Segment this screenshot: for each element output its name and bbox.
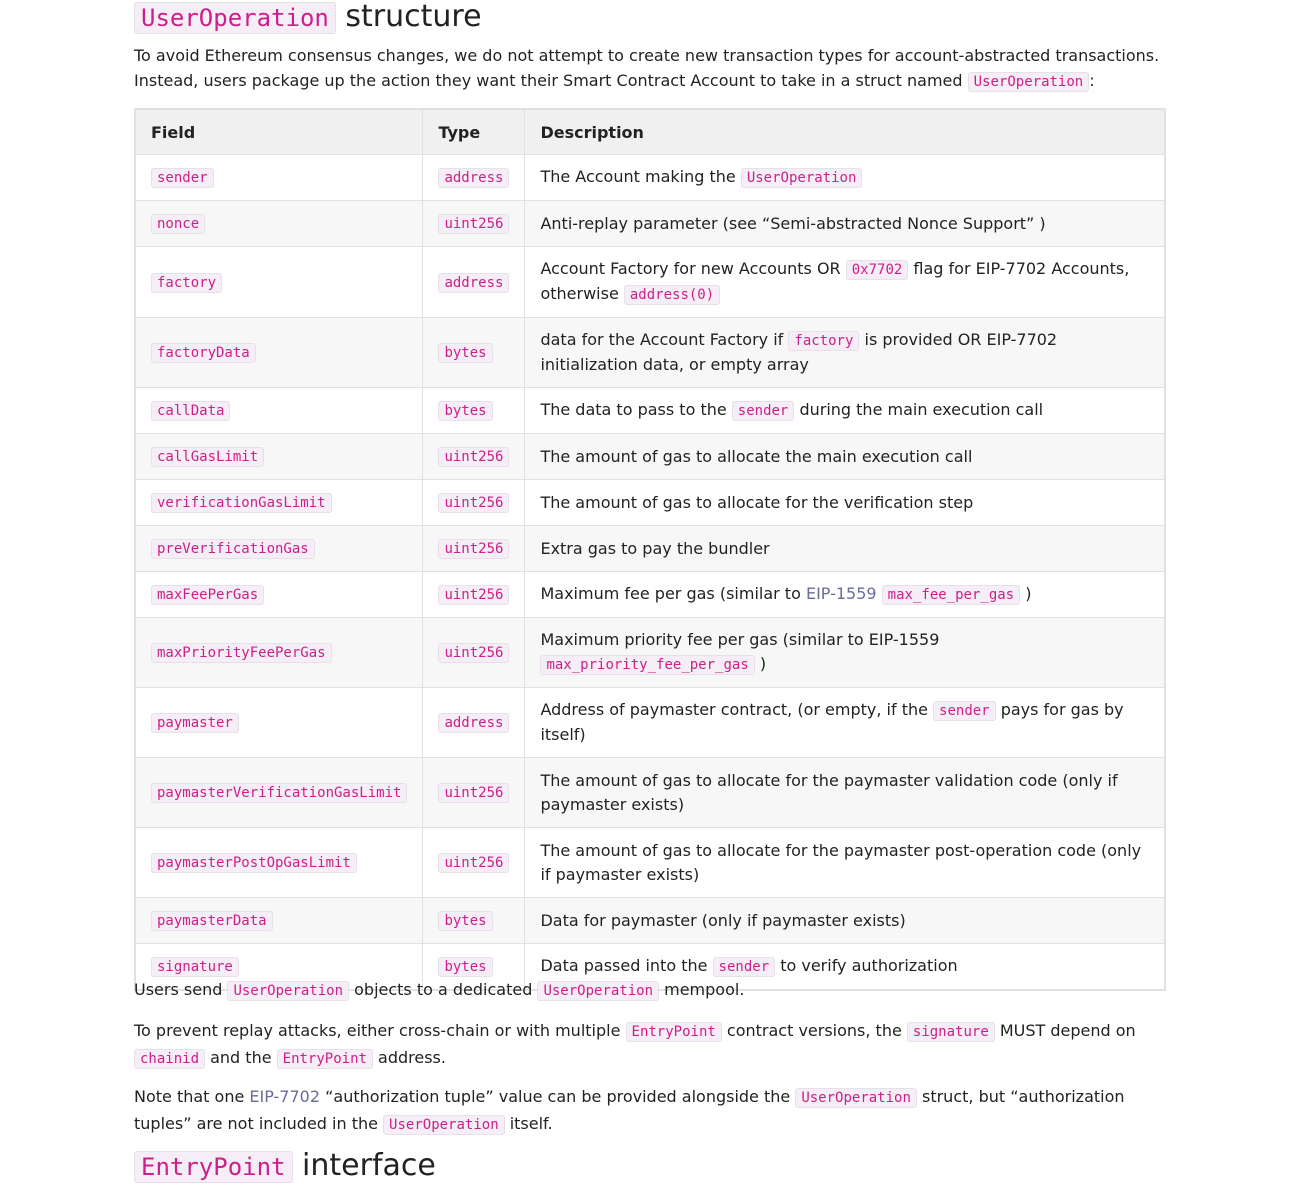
type-cell bbox=[423, 318, 525, 388]
field-cell bbox=[135, 898, 423, 944]
inline-code: sender bbox=[732, 401, 795, 421]
paragraph-users-send bbox=[134, 977, 744, 1004]
type-cell bbox=[423, 434, 525, 480]
text-span: Data passed into the bbox=[540, 956, 713, 975]
heading-text: interface bbox=[292, 1148, 436, 1183]
field-cell bbox=[135, 155, 423, 201]
text-span: ) bbox=[1020, 584, 1032, 603]
field-name: maxPriorityFeePerGas bbox=[151, 643, 332, 663]
inline-code: max_priority_fee_per_gas bbox=[540, 655, 754, 675]
field-type: address bbox=[438, 713, 509, 733]
text-span: MUST depend on bbox=[994, 1021, 1136, 1040]
field-type: uint256 bbox=[438, 585, 509, 605]
inline-code: chainid bbox=[134, 1049, 205, 1069]
header-description: Description bbox=[525, 109, 1165, 155]
table-row bbox=[135, 898, 1165, 944]
text-span: during the main execution call bbox=[794, 400, 1044, 419]
field-cell bbox=[135, 572, 423, 618]
field-type: bytes bbox=[438, 343, 492, 363]
description-cell bbox=[525, 247, 1165, 318]
inline-code: UserOperation bbox=[795, 1088, 917, 1108]
text-span: struct, but “authorization tuples” are not included in the bbox=[134, 1087, 1125, 1133]
type-cell bbox=[423, 480, 525, 526]
text-span: The amount of gas to allocate for the paymaster post-operation code (only if paymaster exists) bbox=[540, 840, 1142, 884]
field-cell bbox=[135, 318, 423, 388]
description-cell bbox=[525, 480, 1165, 526]
field-type: uint256 bbox=[438, 447, 509, 467]
header-type: Type bbox=[423, 109, 525, 155]
inline-code: EntryPoint bbox=[134, 1151, 293, 1183]
section-heading-entrypoint-interface bbox=[134, 1148, 436, 1185]
type-cell bbox=[423, 526, 525, 572]
field-name: paymasterVerificationGasLimit bbox=[151, 783, 407, 803]
field-name: signature bbox=[151, 957, 239, 977]
field-cell bbox=[135, 480, 423, 526]
type-cell bbox=[423, 247, 525, 318]
type-cell bbox=[423, 688, 525, 758]
table-row bbox=[135, 618, 1165, 688]
type-cell bbox=[423, 201, 525, 247]
field-type: uint256 bbox=[438, 214, 509, 234]
text-span: The data to pass to the bbox=[540, 400, 732, 419]
text-span: Data for paymaster (only if paymaster exists) bbox=[540, 910, 906, 930]
field-cell bbox=[135, 526, 423, 572]
text-span: objects to a dedicated bbox=[349, 980, 538, 999]
field-type: bytes bbox=[438, 911, 492, 931]
field-name: nonce bbox=[151, 214, 205, 234]
inline-code: sender bbox=[933, 701, 996, 721]
text-span: data for the Account Factory if bbox=[540, 330, 789, 349]
field-cell bbox=[135, 247, 423, 318]
description-cell bbox=[525, 155, 1165, 201]
table-row bbox=[135, 388, 1165, 434]
field-type: bytes bbox=[438, 401, 492, 421]
field-cell bbox=[135, 618, 423, 688]
text-span: Maximum fee per gas (similar to bbox=[540, 584, 806, 603]
description-cell bbox=[525, 618, 1165, 688]
text-span: is provided OR EIP-7702 initialization data, or empty array bbox=[540, 330, 1058, 374]
intro-text: To avoid Ethereum consensus changes, we do not attempt to create new transaction types for account-abstracted transactions. Instead, users package up the action they want their Smart Contract Account to take in a struct named bbox=[134, 46, 1160, 90]
field-name: callData bbox=[151, 401, 230, 421]
text-span: contract versions, the bbox=[721, 1021, 907, 1040]
text-span: Account Factory for new Accounts OR bbox=[540, 259, 846, 278]
field-type: uint256 bbox=[438, 539, 509, 559]
intro-tail: : bbox=[1089, 71, 1095, 90]
table-row bbox=[135, 247, 1165, 318]
type-cell bbox=[423, 758, 525, 828]
inline-code: address(0) bbox=[624, 285, 720, 305]
description-cell bbox=[525, 758, 1165, 828]
table-row bbox=[135, 828, 1165, 898]
text-span: mempool. bbox=[659, 980, 745, 999]
inline-code: UserOperation bbox=[134, 2, 336, 34]
text-span: flag for EIP-7702 Accounts, otherwise bbox=[540, 259, 1130, 303]
inline-code: UserOperation bbox=[968, 72, 1090, 92]
type-cell bbox=[423, 898, 525, 944]
field-type: address bbox=[438, 168, 509, 188]
field-type: bytes bbox=[438, 957, 492, 977]
eip-link[interactable]: EIP-1559 bbox=[805, 584, 877, 603]
text-span: The Account making the bbox=[540, 167, 741, 186]
eip-link[interactable]: EIP-7702 bbox=[249, 1087, 321, 1106]
inline-code: factory bbox=[788, 331, 859, 351]
table-row bbox=[135, 201, 1165, 247]
field-type: uint256 bbox=[438, 493, 509, 513]
section-heading-useroperation-structure bbox=[134, 0, 482, 36]
description-cell bbox=[525, 201, 1165, 247]
type-cell bbox=[423, 155, 525, 201]
field-type: address bbox=[438, 273, 509, 293]
text-span: to verify authorization bbox=[775, 956, 958, 975]
type-cell bbox=[423, 388, 525, 434]
text-span: Users send bbox=[134, 980, 228, 999]
field-type: uint256 bbox=[438, 643, 509, 663]
description-cell bbox=[525, 688, 1165, 758]
inline-code: EntryPoint bbox=[626, 1022, 722, 1042]
inline-code: UserOperation bbox=[383, 1115, 505, 1135]
description-cell bbox=[525, 388, 1165, 434]
inline-code: max_fee_per_gas bbox=[882, 585, 1020, 605]
table-row bbox=[135, 318, 1165, 388]
field-cell bbox=[135, 434, 423, 480]
table-row bbox=[135, 526, 1165, 572]
field-type: uint256 bbox=[438, 783, 509, 803]
table-row bbox=[135, 434, 1165, 480]
text-span: The amount of gas to allocate for the verification step bbox=[540, 492, 974, 512]
useroperation-fields-table bbox=[134, 108, 1166, 991]
text-span bbox=[877, 584, 882, 603]
text-span: itself. bbox=[504, 1114, 553, 1133]
text-span: Note that one bbox=[134, 1087, 250, 1106]
field-cell bbox=[135, 688, 423, 758]
table-row bbox=[135, 572, 1165, 618]
intro-paragraph bbox=[134, 43, 1166, 95]
field-name: factory bbox=[151, 273, 222, 293]
text-span: address. bbox=[372, 1048, 446, 1067]
field-cell bbox=[135, 388, 423, 434]
text-span: Extra gas to pay the bundler bbox=[540, 538, 770, 558]
text-span: and the bbox=[205, 1048, 277, 1067]
field-name: factoryData bbox=[151, 343, 256, 363]
paragraph-replay-attacks bbox=[134, 1018, 1166, 1072]
description-cell bbox=[525, 898, 1165, 944]
field-name: sender bbox=[151, 168, 214, 188]
description-cell bbox=[525, 526, 1165, 572]
field-name: paymasterData bbox=[151, 911, 273, 931]
inline-code: 0x7702 bbox=[846, 260, 909, 280]
text-span: “authorization tuple” value can be provided alongside the bbox=[320, 1087, 796, 1106]
table-row bbox=[135, 758, 1165, 828]
type-cell bbox=[423, 828, 525, 898]
text-span: pays for gas by itself) bbox=[540, 700, 1124, 744]
inline-code: UserOperation bbox=[741, 168, 863, 188]
field-name: verificationGasLimit bbox=[151, 493, 332, 513]
heading-text: structure bbox=[335, 0, 482, 34]
field-name: preVerificationGas bbox=[151, 539, 315, 559]
field-type: uint256 bbox=[438, 853, 509, 873]
description-cell bbox=[525, 572, 1165, 618]
text-span: Anti-replay parameter (see “Semi-abstracted Nonce Support” ) bbox=[540, 213, 1046, 233]
table-row bbox=[135, 155, 1165, 201]
table-header-row bbox=[135, 109, 1165, 155]
table-body bbox=[135, 155, 1165, 991]
field-cell bbox=[135, 201, 423, 247]
description-cell bbox=[525, 828, 1165, 898]
text-span: The amount of gas to allocate for the paymaster validation code (only if paymaster exists) bbox=[540, 770, 1118, 814]
table-row bbox=[135, 480, 1165, 526]
type-cell bbox=[423, 618, 525, 688]
field-name: callGasLimit bbox=[151, 447, 264, 467]
inline-code: sender bbox=[713, 957, 776, 977]
text-span: Address of paymaster contract, (or empty, if the bbox=[540, 700, 934, 719]
field-name: paymaster bbox=[151, 713, 239, 733]
inline-code: UserOperation bbox=[227, 981, 349, 1001]
field-cell bbox=[135, 758, 423, 828]
field-cell bbox=[135, 828, 423, 898]
table-row bbox=[135, 688, 1165, 758]
text-span: To prevent replay attacks, either cross-chain or with multiple bbox=[134, 1021, 626, 1040]
text-span: ) bbox=[754, 654, 767, 673]
text-span: Maximum priority fee per gas (similar to EIP-1559 bbox=[540, 630, 940, 649]
inline-code: UserOperation bbox=[537, 981, 659, 1001]
inline-code: EntryPoint bbox=[277, 1049, 373, 1069]
description-cell bbox=[525, 318, 1165, 388]
header-field: Field bbox=[135, 109, 423, 155]
type-cell bbox=[423, 572, 525, 618]
description-cell bbox=[525, 434, 1165, 480]
paragraph-authorization-tuple bbox=[134, 1084, 1166, 1138]
field-name: maxFeePerGas bbox=[151, 585, 264, 605]
inline-code: signature bbox=[907, 1022, 995, 1042]
field-name: paymasterPostOpGasLimit bbox=[151, 853, 357, 873]
text-span: The amount of gas to allocate the main execution call bbox=[540, 446, 973, 466]
